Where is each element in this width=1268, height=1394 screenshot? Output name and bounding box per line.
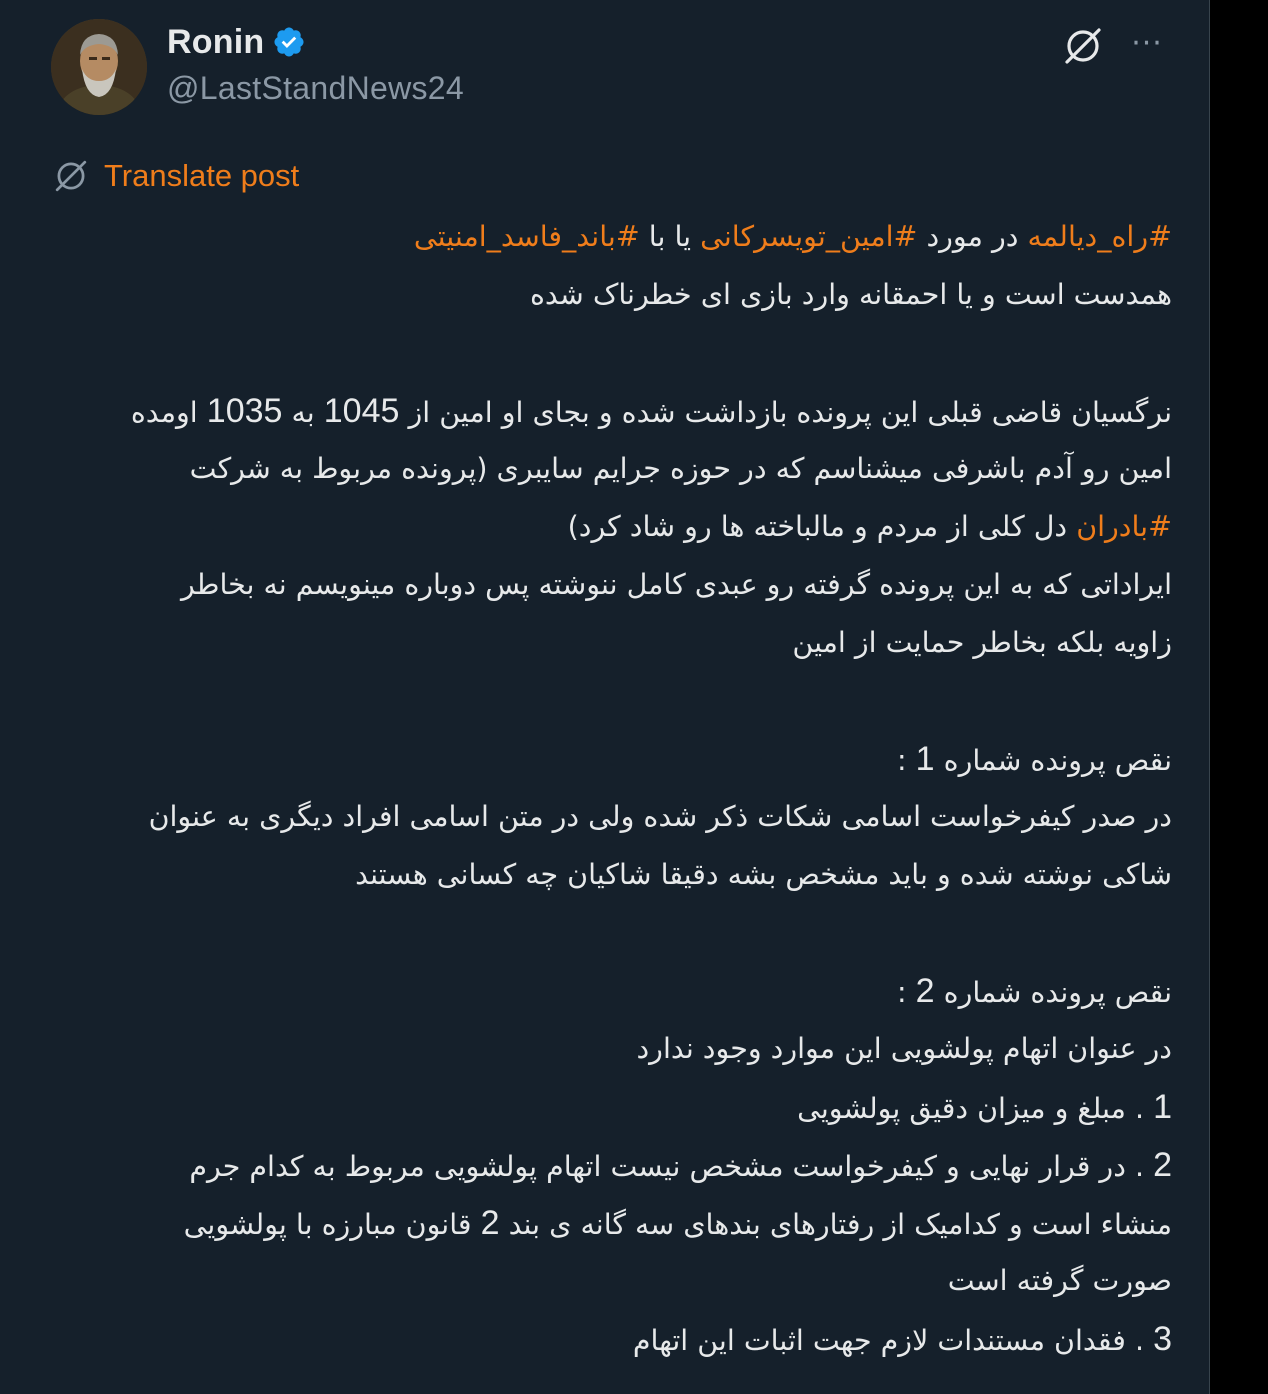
post-text-segment: . فقدان مستندات لازم جهت اثبات این اتهام (632, 1324, 1154, 1357)
post-line (52, 962, 1172, 1020)
post-line: صورت گرفته است (947, 1264, 1172, 1297)
hashtag-link[interactable]: #راه_دیالمه (1027, 220, 1172, 253)
post-text (52, 208, 1172, 1368)
post-text-segment: اومده (130, 396, 207, 429)
blank-line (52, 904, 1172, 962)
post-text-segment: در مورد (917, 220, 1028, 253)
window-edge (1210, 0, 1268, 1394)
grok-icon (52, 157, 90, 195)
post-line: امین رو آدم باشرفی میشناسم که در حوزه جرایم سایبری (پرونده مربوط به شرکت (189, 452, 1172, 485)
post-text-segment: منشاء است و کدامیک از رفتارهای بندهای سه گانه ی بند (499, 1208, 1172, 1241)
post-text-segment: به (282, 396, 324, 429)
number-text: 3 (1153, 1320, 1172, 1358)
number-text: 1 (915, 740, 935, 778)
number-text: 2 (915, 972, 935, 1010)
more-options-button[interactable] (1124, 23, 1170, 63)
hashtag-link[interactable]: #باند_فاسد_امنیتی (413, 220, 640, 253)
author-handle[interactable]: @LastStandNews24 (167, 70, 465, 106)
post-line: زاویه بلکه بخاطر حمایت از امین (792, 626, 1172, 659)
number-text: 2 (480, 1204, 500, 1242)
post-line (52, 382, 1172, 440)
number-text: 1045 (323, 392, 400, 430)
post-line (52, 498, 1172, 556)
grok-icon (1061, 24, 1105, 68)
post-line: در عنوان اتهام پولشویی این موارد وجود ندارد (636, 1032, 1172, 1065)
post-line (52, 730, 1172, 788)
post-text-segment: . در قرار نهایی و کیفرخواست مشخص نیست اتهام پولشویی مربوط به کدام جرم (189, 1150, 1154, 1183)
post-line: همدست است و یا احمقانه وارد بازی ای خطرناک شده (529, 278, 1172, 311)
grok-button[interactable] (1060, 23, 1106, 69)
verified-badge-icon (272, 25, 306, 59)
avatar[interactable] (51, 19, 147, 115)
post-line: در صدر کیفرخواست اسامی شکات ذکر شده ولی در متن اسامی افراد دیگری به عنوان (148, 800, 1172, 833)
post-text-segment: . مبلغ و میزان دقیق پولشویی (797, 1092, 1154, 1125)
avatar-portrait-icon (51, 19, 147, 115)
post-line (52, 1136, 1172, 1194)
translate-post-link[interactable] (52, 153, 299, 199)
number-text: 2 (1153, 1146, 1172, 1184)
post-line (52, 1078, 1172, 1136)
post-line: ایراداتی که به این پرونده گرفته رو عبدی کامل ننوشته پس دوباره مینویسم نه بخاطر (181, 568, 1172, 601)
post-text-segment: قانون مبارزه با پولشویی (183, 1208, 481, 1241)
post-line: شاکی نوشته شده و باید مشخص بشه دقیقا شاکیان چه کسانی هستند (355, 858, 1172, 891)
post-text-segment: نقص پرونده شماره (934, 744, 1172, 777)
translate-label: Translate post (104, 158, 300, 193)
post-line (52, 1310, 1172, 1368)
number-text: 1 (1153, 1088, 1172, 1126)
post-line (52, 208, 1172, 266)
number-text: 1035 (206, 392, 283, 430)
blank-line (52, 324, 1172, 382)
more-icon: ··· (1131, 25, 1163, 61)
post-text-segment: : (896, 744, 916, 777)
author-name-row (167, 20, 306, 64)
post-text-segment: نرگسیان قاضی قبلی این پرونده بازداشت شده و بجای او امین از (399, 396, 1172, 429)
post-text-segment: نقص پرونده شماره (934, 976, 1172, 1009)
post-line (52, 1194, 1172, 1252)
post-text-segment: دل کلی از مردم و مالباخته ها رو شاد کرد) (567, 510, 1077, 543)
blank-line (52, 672, 1172, 730)
author-name[interactable]: Ronin (167, 22, 265, 61)
hashtag-link[interactable]: #امین_تویسرکانی (700, 220, 918, 253)
post-text-segment: یا با (639, 220, 701, 253)
hashtag-link[interactable]: #بادران (1076, 510, 1172, 543)
post-text-segment: : (896, 976, 916, 1009)
